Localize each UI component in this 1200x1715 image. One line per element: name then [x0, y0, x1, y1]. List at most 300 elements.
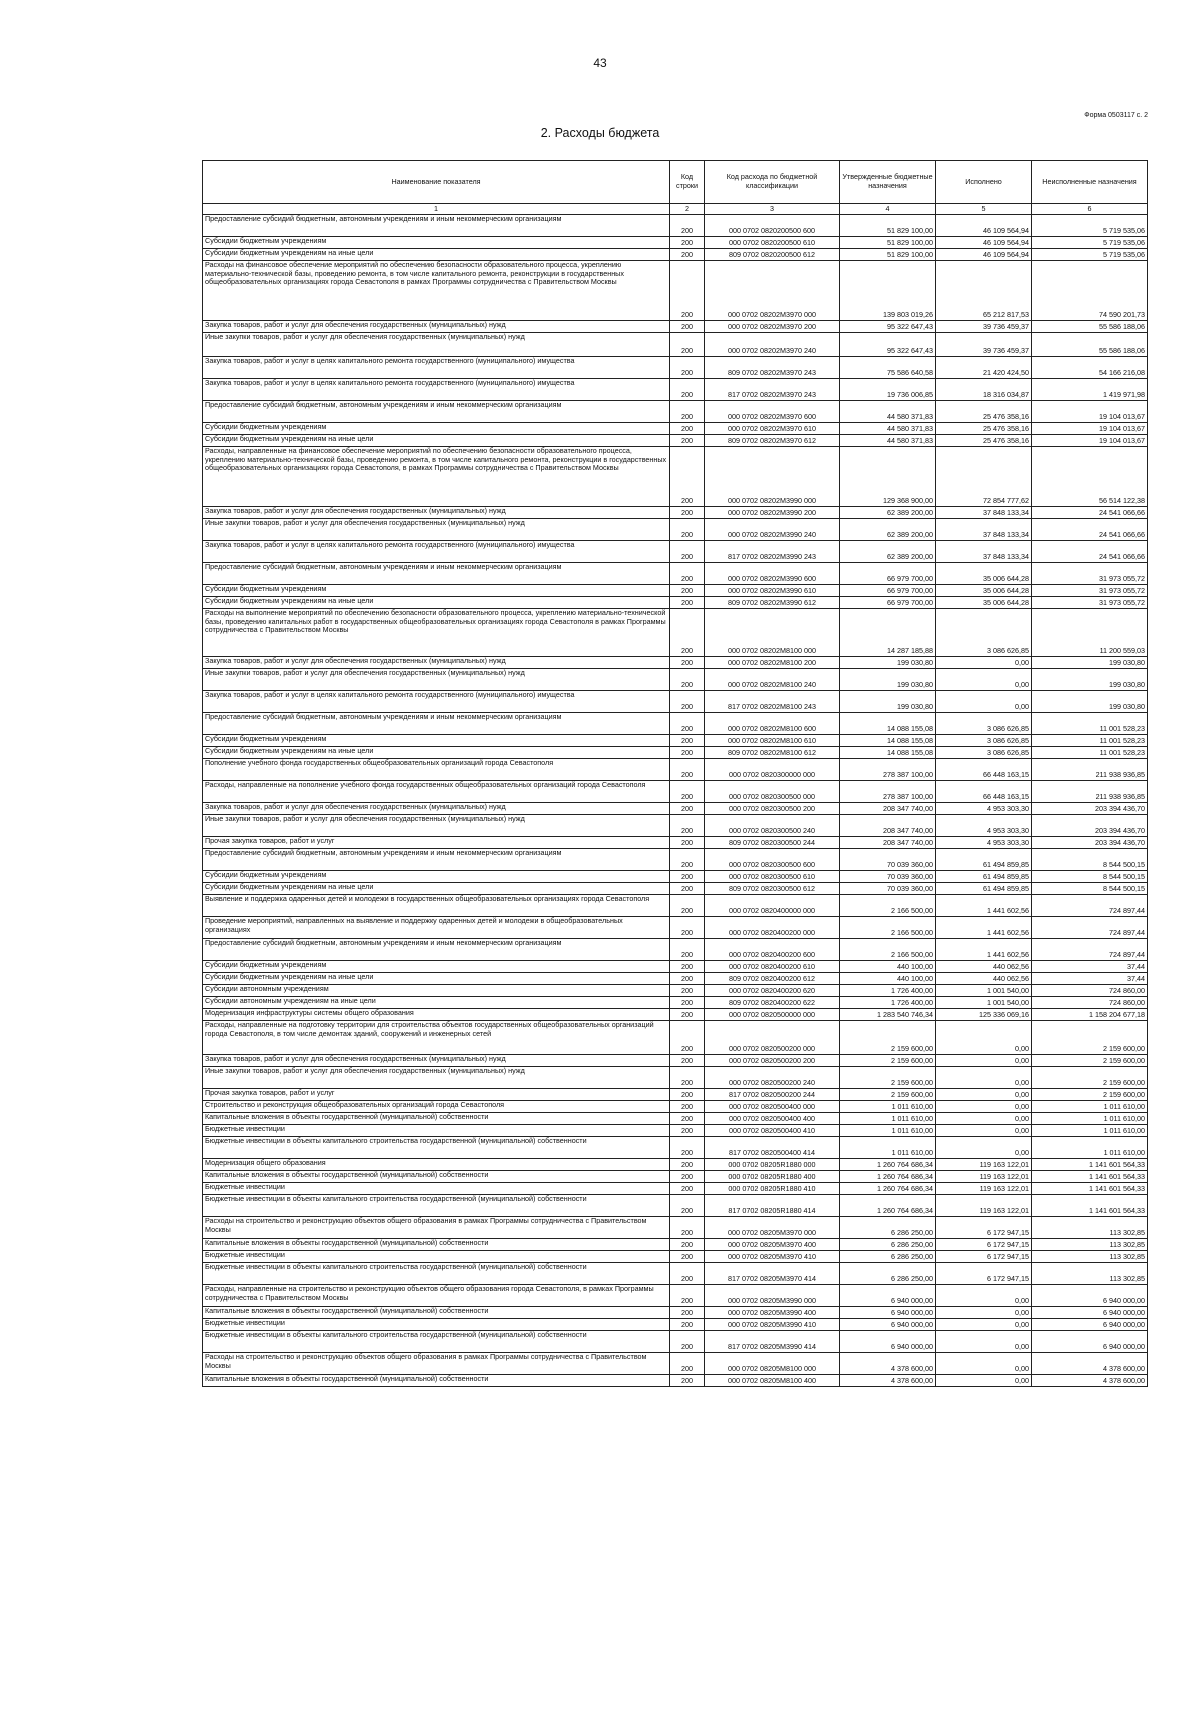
row-unexecuted-amount: 6 940 000,00 [1032, 1307, 1148, 1319]
row-name: Расходы на выполнение мероприятий по обеспечению безопасности образовательного процесса, укреплению материально-технической базы, проведению капитальных работ в государственных общеобразовательных организациях города Севастополя в рамках Программы сотрудничества с Правительством Москвы [203, 609, 670, 657]
row-approved-amount: 6 940 000,00 [840, 1331, 936, 1353]
row-approved-amount: 139 803 019,26 [840, 261, 936, 321]
row-line-code: 200 [670, 1171, 705, 1183]
row-executed-amount: 0,00 [936, 1137, 1032, 1159]
table-row [203, 261, 1148, 321]
row-unexecuted-amount: 199 030,80 [1032, 669, 1148, 691]
header-line-code: Код строки [670, 161, 705, 204]
row-name: Расходы, направленные на финансовое обеспечение мероприятий по обеспечению безопасности образовательного процесса, укреплению материально-технической базы, проведению ремонта, в том числе капитального ремонта, реконструкции в государственных общеобразовательных организациях города Севастополя, в рамках Программы сотрудничества с Правительством Москвы [203, 447, 670, 507]
row-name: Капитальные вложения в объекты государственной (муниципальной) собственности [203, 1375, 670, 1387]
row-unexecuted-amount: 1 011 610,00 [1032, 1113, 1148, 1125]
row-approved-amount: 6 940 000,00 [840, 1307, 936, 1319]
row-executed-amount: 0,00 [936, 1101, 1032, 1113]
row-line-code: 200 [670, 669, 705, 691]
table-row [203, 541, 1148, 563]
row-line-code: 200 [670, 1263, 705, 1285]
row-approved-amount: 44 580 371,83 [840, 435, 936, 447]
table-row [203, 669, 1148, 691]
row-unexecuted-amount: 5 719 535,06 [1032, 215, 1148, 237]
row-executed-amount: 0,00 [936, 1067, 1032, 1089]
row-classification-code: 000 0702 0820200500 600 [705, 215, 840, 237]
row-unexecuted-amount: 4 378 600,00 [1032, 1375, 1148, 1387]
row-executed-amount: 0,00 [936, 1021, 1032, 1055]
table-row [203, 895, 1148, 917]
row-line-code: 200 [670, 519, 705, 541]
row-name: Субсидии бюджетным учреждениям на иные цели [203, 249, 670, 261]
row-line-code: 200 [670, 1113, 705, 1125]
row-approved-amount: 1 011 610,00 [840, 1137, 936, 1159]
row-line-code: 200 [670, 1021, 705, 1055]
table-row [203, 249, 1148, 261]
row-name: Субсидии бюджетным учреждениям [203, 961, 670, 973]
row-line-code: 200 [670, 1055, 705, 1067]
row-name: Иные закупки товаров, работ и услуг для обеспечения государственных (муниципальных) нужд [203, 669, 670, 691]
row-line-code: 200 [670, 215, 705, 237]
table-row [203, 1183, 1148, 1195]
row-approved-amount: 14 287 185,88 [840, 609, 936, 657]
table-row [203, 883, 1148, 895]
row-name: Пополнение учебного фонда государственных общеобразовательных организаций города Севастополя [203, 759, 670, 781]
row-unexecuted-amount: 37,44 [1032, 961, 1148, 973]
table-row [203, 1263, 1148, 1285]
row-unexecuted-amount: 5 719 535,06 [1032, 237, 1148, 249]
row-line-code: 200 [670, 735, 705, 747]
row-approved-amount: 4 378 600,00 [840, 1353, 936, 1375]
row-approved-amount: 70 039 360,00 [840, 849, 936, 871]
row-unexecuted-amount: 203 394 436,70 [1032, 803, 1148, 815]
row-approved-amount: 2 166 500,00 [840, 895, 936, 917]
table-row [203, 1353, 1148, 1375]
row-unexecuted-amount: 113 302,85 [1032, 1251, 1148, 1263]
row-unexecuted-amount: 19 104 013,67 [1032, 435, 1148, 447]
row-unexecuted-amount: 113 302,85 [1032, 1217, 1148, 1239]
row-unexecuted-amount: 54 166 216,08 [1032, 357, 1148, 379]
table-row [203, 997, 1148, 1009]
row-executed-amount: 119 163 122,01 [936, 1195, 1032, 1217]
row-unexecuted-amount: 55 586 188,06 [1032, 333, 1148, 357]
row-executed-amount: 3 086 626,85 [936, 713, 1032, 735]
row-line-code: 200 [670, 401, 705, 423]
row-executed-amount: 0,00 [936, 1113, 1032, 1125]
row-approved-amount: 6 286 250,00 [840, 1263, 936, 1285]
row-classification-code: 000 0702 08202M3970 200 [705, 321, 840, 333]
table-row [203, 1171, 1148, 1183]
row-classification-code: 000 0702 08205M3990 400 [705, 1307, 840, 1319]
row-classification-code: 000 0702 0820400000 000 [705, 895, 840, 917]
row-line-code: 200 [670, 597, 705, 609]
column-number: 6 [1032, 204, 1148, 215]
row-classification-code: 000 0702 0820300500 200 [705, 803, 840, 815]
table-row [203, 815, 1148, 837]
row-executed-amount: 39 736 459,37 [936, 333, 1032, 357]
row-classification-code: 809 0702 08202M8100 612 [705, 747, 840, 759]
form-code: Форма 0503117 с. 2 [1084, 112, 1148, 119]
row-approved-amount: 70 039 360,00 [840, 871, 936, 883]
row-line-code: 200 [670, 447, 705, 507]
row-executed-amount: 39 736 459,37 [936, 321, 1032, 333]
row-line-code: 200 [670, 997, 705, 1009]
table-row [203, 357, 1148, 379]
row-executed-amount: 0,00 [936, 1331, 1032, 1353]
row-classification-code: 809 0702 0820400200 622 [705, 997, 840, 1009]
row-name: Субсидии бюджетным учреждениям [203, 423, 670, 435]
row-classification-code: 817 0702 0820500200 244 [705, 1089, 840, 1101]
row-name: Закупка товаров, работ и услуг в целях капитального ремонта государственного (муниципального) имущества [203, 541, 670, 563]
row-executed-amount: 18 316 034,87 [936, 379, 1032, 401]
row-unexecuted-amount: 24 541 066,66 [1032, 507, 1148, 519]
row-unexecuted-amount: 56 514 122,38 [1032, 447, 1148, 507]
row-line-code: 200 [670, 985, 705, 997]
table-row [203, 837, 1148, 849]
row-line-code: 200 [670, 423, 705, 435]
row-unexecuted-amount: 11 001 528,23 [1032, 735, 1148, 747]
row-classification-code: 809 0702 08202M3970 243 [705, 357, 840, 379]
row-line-code: 200 [670, 837, 705, 849]
row-classification-code: 817 0702 08205M3990 414 [705, 1331, 840, 1353]
table-row [203, 1195, 1148, 1217]
row-approved-amount: 66 979 700,00 [840, 597, 936, 609]
row-unexecuted-amount: 5 719 535,06 [1032, 249, 1148, 261]
row-line-code: 200 [670, 435, 705, 447]
row-approved-amount: 95 322 647,43 [840, 321, 936, 333]
table-row [203, 447, 1148, 507]
row-executed-amount: 0,00 [936, 669, 1032, 691]
row-name: Иные закупки товаров, работ и услуг для обеспечения государственных (муниципальных) нужд [203, 333, 670, 357]
row-name: Бюджетные инвестиции [203, 1125, 670, 1137]
row-name: Субсидии бюджетным учреждениям на иные цели [203, 747, 670, 759]
row-name: Расходы на строительство и реконструкцию объектов общего образования в рамках Программы сотрудничества с Правительством Москвы [203, 1353, 670, 1375]
row-classification-code: 817 0702 08205M3970 414 [705, 1263, 840, 1285]
row-unexecuted-amount: 74 590 201,73 [1032, 261, 1148, 321]
row-name: Субсидии бюджетным учреждениям [203, 871, 670, 883]
row-executed-amount: 35 006 644,28 [936, 597, 1032, 609]
row-unexecuted-amount: 724 897,44 [1032, 895, 1148, 917]
column-number: 1 [203, 204, 670, 215]
row-name: Субсидии бюджетным учреждениям на иные цели [203, 597, 670, 609]
row-classification-code: 817 0702 08205R1880 414 [705, 1195, 840, 1217]
row-classification-code: 000 0702 0820400200 600 [705, 939, 840, 961]
table-row [203, 237, 1148, 249]
row-approved-amount: 2 166 500,00 [840, 939, 936, 961]
row-classification-code: 000 0702 08205R1880 410 [705, 1183, 840, 1195]
row-line-code: 200 [670, 747, 705, 759]
row-unexecuted-amount: 4 378 600,00 [1032, 1353, 1148, 1375]
row-unexecuted-amount: 203 394 436,70 [1032, 837, 1148, 849]
table-row [203, 321, 1148, 333]
row-executed-amount: 1 441 602,56 [936, 939, 1032, 961]
row-approved-amount: 2 159 600,00 [840, 1067, 936, 1089]
row-name: Субсидии бюджетным учреждениям [203, 585, 670, 597]
row-approved-amount: 75 586 640,58 [840, 357, 936, 379]
row-unexecuted-amount: 113 302,85 [1032, 1239, 1148, 1251]
row-classification-code: 817 0702 08202M3990 243 [705, 541, 840, 563]
row-line-code: 200 [670, 379, 705, 401]
row-line-code: 200 [670, 1251, 705, 1263]
row-line-code: 200 [670, 1089, 705, 1101]
row-classification-code: 000 0702 0820300000 000 [705, 759, 840, 781]
row-approved-amount: 1 011 610,00 [840, 1125, 936, 1137]
row-executed-amount: 3 086 626,85 [936, 747, 1032, 759]
row-executed-amount: 1 441 602,56 [936, 895, 1032, 917]
row-executed-amount: 1 001 540,00 [936, 985, 1032, 997]
table-row [203, 1089, 1148, 1101]
row-unexecuted-amount: 1 011 610,00 [1032, 1125, 1148, 1137]
row-unexecuted-amount: 19 104 013,67 [1032, 423, 1148, 435]
row-classification-code: 000 0702 0820500000 000 [705, 1009, 840, 1021]
row-classification-code: 000 0702 08202M3990 610 [705, 585, 840, 597]
table-row [203, 1021, 1148, 1055]
row-approved-amount: 2 159 600,00 [840, 1021, 936, 1055]
row-approved-amount: 1 260 764 686,34 [840, 1195, 936, 1217]
row-name: Предоставление субсидий бюджетным, автономным учреждениям и иным некоммерческим организациям [203, 713, 670, 735]
table-row [203, 939, 1148, 961]
row-executed-amount: 6 172 947,15 [936, 1263, 1032, 1285]
row-approved-amount: 208 347 740,00 [840, 803, 936, 815]
row-line-code: 200 [670, 1307, 705, 1319]
row-unexecuted-amount: 724 897,44 [1032, 939, 1148, 961]
row-classification-code: 000 0702 08205M3970 410 [705, 1251, 840, 1263]
column-number: 3 [705, 204, 840, 215]
table-row [203, 781, 1148, 803]
row-name: Расходы, направленные на пополнение учебного фонда государственных общеобразовательных организаций города Севастополя [203, 781, 670, 803]
row-name: Расходы на финансовое обеспечение мероприятий по обеспечению безопасности образовательного процесса, укреплению материально-технической базы, проведению ремонта, в том числе капитального ремонта, реконструкции в государственных общеобразовательных организациях города Севастополя в рамках Программы сотрудничества с Правительством Москвы [203, 261, 670, 321]
row-executed-amount: 61 494 859,85 [936, 883, 1032, 895]
page-number: 43 [593, 56, 607, 70]
row-approved-amount: 51 829 100,00 [840, 249, 936, 261]
row-approved-amount: 66 979 700,00 [840, 585, 936, 597]
row-name: Субсидии бюджетным учреждениям [203, 237, 670, 249]
table-row [203, 597, 1148, 609]
row-name: Расходы на строительство и реконструкцию объектов общего образования в рамках Программы сотрудничества с Правительством Москвы [203, 1217, 670, 1239]
row-approved-amount: 199 030,80 [840, 657, 936, 669]
header-indicator-name: Наименование показателя [203, 161, 670, 204]
row-classification-code: 000 0702 0820500400 410 [705, 1125, 840, 1137]
row-line-code: 200 [670, 1101, 705, 1113]
row-classification-code: 000 0702 0820400200 000 [705, 917, 840, 939]
row-name: Предоставление субсидий бюджетным, автономным учреждениям и иным некоммерческим организациям [203, 215, 670, 237]
row-name: Субсидии автономным учреждениям на иные цели [203, 997, 670, 1009]
row-approved-amount: 440 100,00 [840, 973, 936, 985]
row-name: Предоставление субсидий бюджетным, автономным учреждениям и иным некоммерческим организациям [203, 939, 670, 961]
row-line-code: 200 [670, 1217, 705, 1239]
row-classification-code: 000 0702 0820300500 240 [705, 815, 840, 837]
row-unexecuted-amount: 211 938 936,85 [1032, 781, 1148, 803]
row-unexecuted-amount: 8 544 500,15 [1032, 849, 1148, 871]
row-name: Бюджетные инвестиции [203, 1319, 670, 1331]
table-row [203, 423, 1148, 435]
table-row [203, 803, 1148, 815]
row-approved-amount: 1 260 764 686,34 [840, 1183, 936, 1195]
row-approved-amount: 14 088 155,08 [840, 735, 936, 747]
row-executed-amount: 119 163 122,01 [936, 1159, 1032, 1171]
header-unexecuted: Неисполненные назначения [1032, 161, 1148, 204]
row-approved-amount: 1 260 764 686,34 [840, 1159, 936, 1171]
row-approved-amount: 19 736 006,85 [840, 379, 936, 401]
row-name: Расходы, направленные на подготовку территории для строительства объектов государственных общеобразовательных организаций города Севастополя, в том числе демонтаж зданий, сооружений и инженерных сетей [203, 1021, 670, 1055]
row-name: Закупка товаров, работ и услуг в целях капитального ремонта государственного (муниципального) имущества [203, 691, 670, 713]
row-classification-code: 000 0702 08202M3970 610 [705, 423, 840, 435]
row-name: Выявление и поддержка одаренных детей и молодежи в государственных общеобразовательных организациях города Севастополя [203, 895, 670, 917]
row-name: Закупка товаров, работ и услуг для обеспечения государственных (муниципальных) нужд [203, 1055, 670, 1067]
row-executed-amount: 0,00 [936, 1125, 1032, 1137]
row-executed-amount: 35 006 644,28 [936, 585, 1032, 597]
row-executed-amount: 6 172 947,15 [936, 1251, 1032, 1263]
row-line-code: 200 [670, 883, 705, 895]
row-line-code: 200 [670, 961, 705, 973]
row-approved-amount: 62 389 200,00 [840, 507, 936, 519]
column-number: 5 [936, 204, 1032, 215]
row-name: Бюджетные инвестиции [203, 1183, 670, 1195]
table-row [203, 973, 1148, 985]
row-classification-code: 000 0702 08202M3970 000 [705, 261, 840, 321]
table-row [203, 1067, 1148, 1089]
row-unexecuted-amount: 6 940 000,00 [1032, 1331, 1148, 1353]
row-unexecuted-amount: 6 940 000,00 [1032, 1285, 1148, 1307]
row-unexecuted-amount: 31 973 055,72 [1032, 597, 1148, 609]
row-executed-amount: 4 953 303,30 [936, 815, 1032, 837]
row-unexecuted-amount: 24 541 066,66 [1032, 519, 1148, 541]
section-title: 2. Расходы бюджета [540, 126, 660, 140]
row-name: Проведение мероприятий, направленных на выявление и поддержку одаренных детей и молодежи в общеобразовательных организациях [203, 917, 670, 939]
row-name: Предоставление субсидий бюджетным, автономным учреждениям и иным некоммерческим организациям [203, 563, 670, 585]
row-executed-amount: 25 476 358,16 [936, 435, 1032, 447]
row-classification-code: 000 0702 0820400200 620 [705, 985, 840, 997]
row-name: Иные закупки товаров, работ и услуг для обеспечения государственных (муниципальных) нужд [203, 815, 670, 837]
row-unexecuted-amount: 31 973 055,72 [1032, 585, 1148, 597]
row-approved-amount: 2 166 500,00 [840, 917, 936, 939]
table-row [203, 917, 1148, 939]
row-classification-code: 000 0702 0820500200 240 [705, 1067, 840, 1089]
row-approved-amount: 51 829 100,00 [840, 215, 936, 237]
row-classification-code: 000 0702 0820500400 000 [705, 1101, 840, 1113]
row-executed-amount: 3 086 626,85 [936, 609, 1032, 657]
row-executed-amount: 72 854 777,62 [936, 447, 1032, 507]
row-name: Прочая закупка товаров, работ и услуг [203, 1089, 670, 1101]
row-approved-amount: 4 378 600,00 [840, 1375, 936, 1387]
row-line-code: 200 [670, 261, 705, 321]
row-classification-code: 809 0702 08202M3970 612 [705, 435, 840, 447]
row-line-code: 200 [670, 1331, 705, 1353]
row-line-code: 200 [670, 357, 705, 379]
row-executed-amount: 4 953 303,30 [936, 837, 1032, 849]
row-approved-amount: 51 829 100,00 [840, 237, 936, 249]
row-name: Субсидии бюджетным учреждениям [203, 735, 670, 747]
table-row [203, 609, 1148, 657]
row-name: Бюджетные инвестиции в объекты капитального строительства государственной (муниципальной) собственности [203, 1137, 670, 1159]
row-approved-amount: 199 030,80 [840, 691, 936, 713]
row-classification-code: 000 0702 08205R1880 400 [705, 1171, 840, 1183]
row-name: Строительство и реконструкция общеобразовательных организаций города Севастополя [203, 1101, 670, 1113]
row-line-code: 200 [670, 1137, 705, 1159]
table-row [203, 1285, 1148, 1307]
row-name: Субсидии бюджетным учреждениям на иные цели [203, 435, 670, 447]
table-row [203, 871, 1148, 883]
table-row [203, 1331, 1148, 1353]
row-unexecuted-amount: 1 141 601 564,33 [1032, 1159, 1148, 1171]
column-number: 2 [670, 204, 705, 215]
row-name: Закупка товаров, работ и услуг для обеспечения государственных (муниципальных) нужд [203, 507, 670, 519]
row-unexecuted-amount: 724 860,00 [1032, 985, 1148, 997]
row-approved-amount: 6 940 000,00 [840, 1285, 936, 1307]
row-line-code: 200 [670, 939, 705, 961]
row-classification-code: 000 0702 0820400200 610 [705, 961, 840, 973]
row-classification-code: 000 0702 0820300500 610 [705, 871, 840, 883]
row-approved-amount: 2 159 600,00 [840, 1089, 936, 1101]
table-row [203, 713, 1148, 735]
row-line-code: 200 [670, 507, 705, 519]
row-line-code: 200 [670, 1285, 705, 1307]
row-unexecuted-amount: 211 938 936,85 [1032, 759, 1148, 781]
row-executed-amount: 6 172 947,15 [936, 1217, 1032, 1239]
row-classification-code: 000 0702 08202M3990 600 [705, 563, 840, 585]
row-name: Прочая закупка товаров, работ и услуг [203, 837, 670, 849]
row-line-code: 200 [670, 1375, 705, 1387]
row-name: Иные закупки товаров, работ и услуг для обеспечения государственных (муниципальных) нужд [203, 1067, 670, 1089]
row-executed-amount: 0,00 [936, 1089, 1032, 1101]
row-classification-code: 000 0702 08205R1880 000 [705, 1159, 840, 1171]
row-classification-code: 817 0702 08202M8100 243 [705, 691, 840, 713]
row-unexecuted-amount: 11 001 528,23 [1032, 713, 1148, 735]
row-name: Бюджетные инвестиции в объекты капитального строительства государственной (муниципальной) собственности [203, 1331, 670, 1353]
row-line-code: 200 [670, 333, 705, 357]
row-unexecuted-amount: 724 897,44 [1032, 917, 1148, 939]
row-unexecuted-amount: 203 394 436,70 [1032, 815, 1148, 837]
row-unexecuted-amount: 2 159 600,00 [1032, 1067, 1148, 1089]
table-row [203, 507, 1148, 519]
row-approved-amount: 129 368 900,00 [840, 447, 936, 507]
row-approved-amount: 2 159 600,00 [840, 1055, 936, 1067]
row-name: Закупка товаров, работ и услуг в целях капитального ремонта государственного (муниципального) имущества [203, 357, 670, 379]
row-approved-amount: 6 286 250,00 [840, 1217, 936, 1239]
row-line-code: 200 [670, 1195, 705, 1217]
row-executed-amount: 440 062,56 [936, 961, 1032, 973]
table-row [203, 1125, 1148, 1137]
row-executed-amount: 119 163 122,01 [936, 1171, 1032, 1183]
row-line-code: 200 [670, 237, 705, 249]
row-unexecuted-amount: 55 586 188,06 [1032, 321, 1148, 333]
row-classification-code: 000 0702 08202M3970 600 [705, 401, 840, 423]
row-executed-amount: 66 448 163,15 [936, 781, 1032, 803]
row-executed-amount: 66 448 163,15 [936, 759, 1032, 781]
row-executed-amount: 440 062,56 [936, 973, 1032, 985]
row-approved-amount: 44 580 371,83 [840, 401, 936, 423]
row-line-code: 200 [670, 1319, 705, 1331]
row-approved-amount: 1 260 764 686,34 [840, 1171, 936, 1183]
row-unexecuted-amount: 8 544 500,15 [1032, 883, 1148, 895]
row-line-code: 200 [670, 1125, 705, 1137]
column-number-row [203, 204, 1148, 215]
row-unexecuted-amount: 37,44 [1032, 973, 1148, 985]
row-unexecuted-amount: 2 159 600,00 [1032, 1021, 1148, 1055]
row-line-code: 200 [670, 563, 705, 585]
row-classification-code: 000 0702 0820200500 610 [705, 237, 840, 249]
table-row [203, 1307, 1148, 1319]
row-unexecuted-amount: 2 159 600,00 [1032, 1089, 1148, 1101]
row-name: Капитальные вложения в объекты государственной (муниципальной) собственности [203, 1239, 670, 1251]
row-classification-code: 809 0702 08202M3990 612 [705, 597, 840, 609]
table-row [203, 585, 1148, 597]
row-approved-amount: 6 940 000,00 [840, 1319, 936, 1331]
table-row [203, 1239, 1148, 1251]
row-unexecuted-amount: 1 141 601 564,33 [1032, 1171, 1148, 1183]
row-line-code: 200 [670, 1183, 705, 1195]
table-row [203, 1159, 1148, 1171]
table-row [203, 1137, 1148, 1159]
row-unexecuted-amount: 199 030,80 [1032, 691, 1148, 713]
row-line-code: 200 [670, 541, 705, 563]
row-executed-amount: 0,00 [936, 1353, 1032, 1375]
header-executed: Исполнено [936, 161, 1032, 204]
